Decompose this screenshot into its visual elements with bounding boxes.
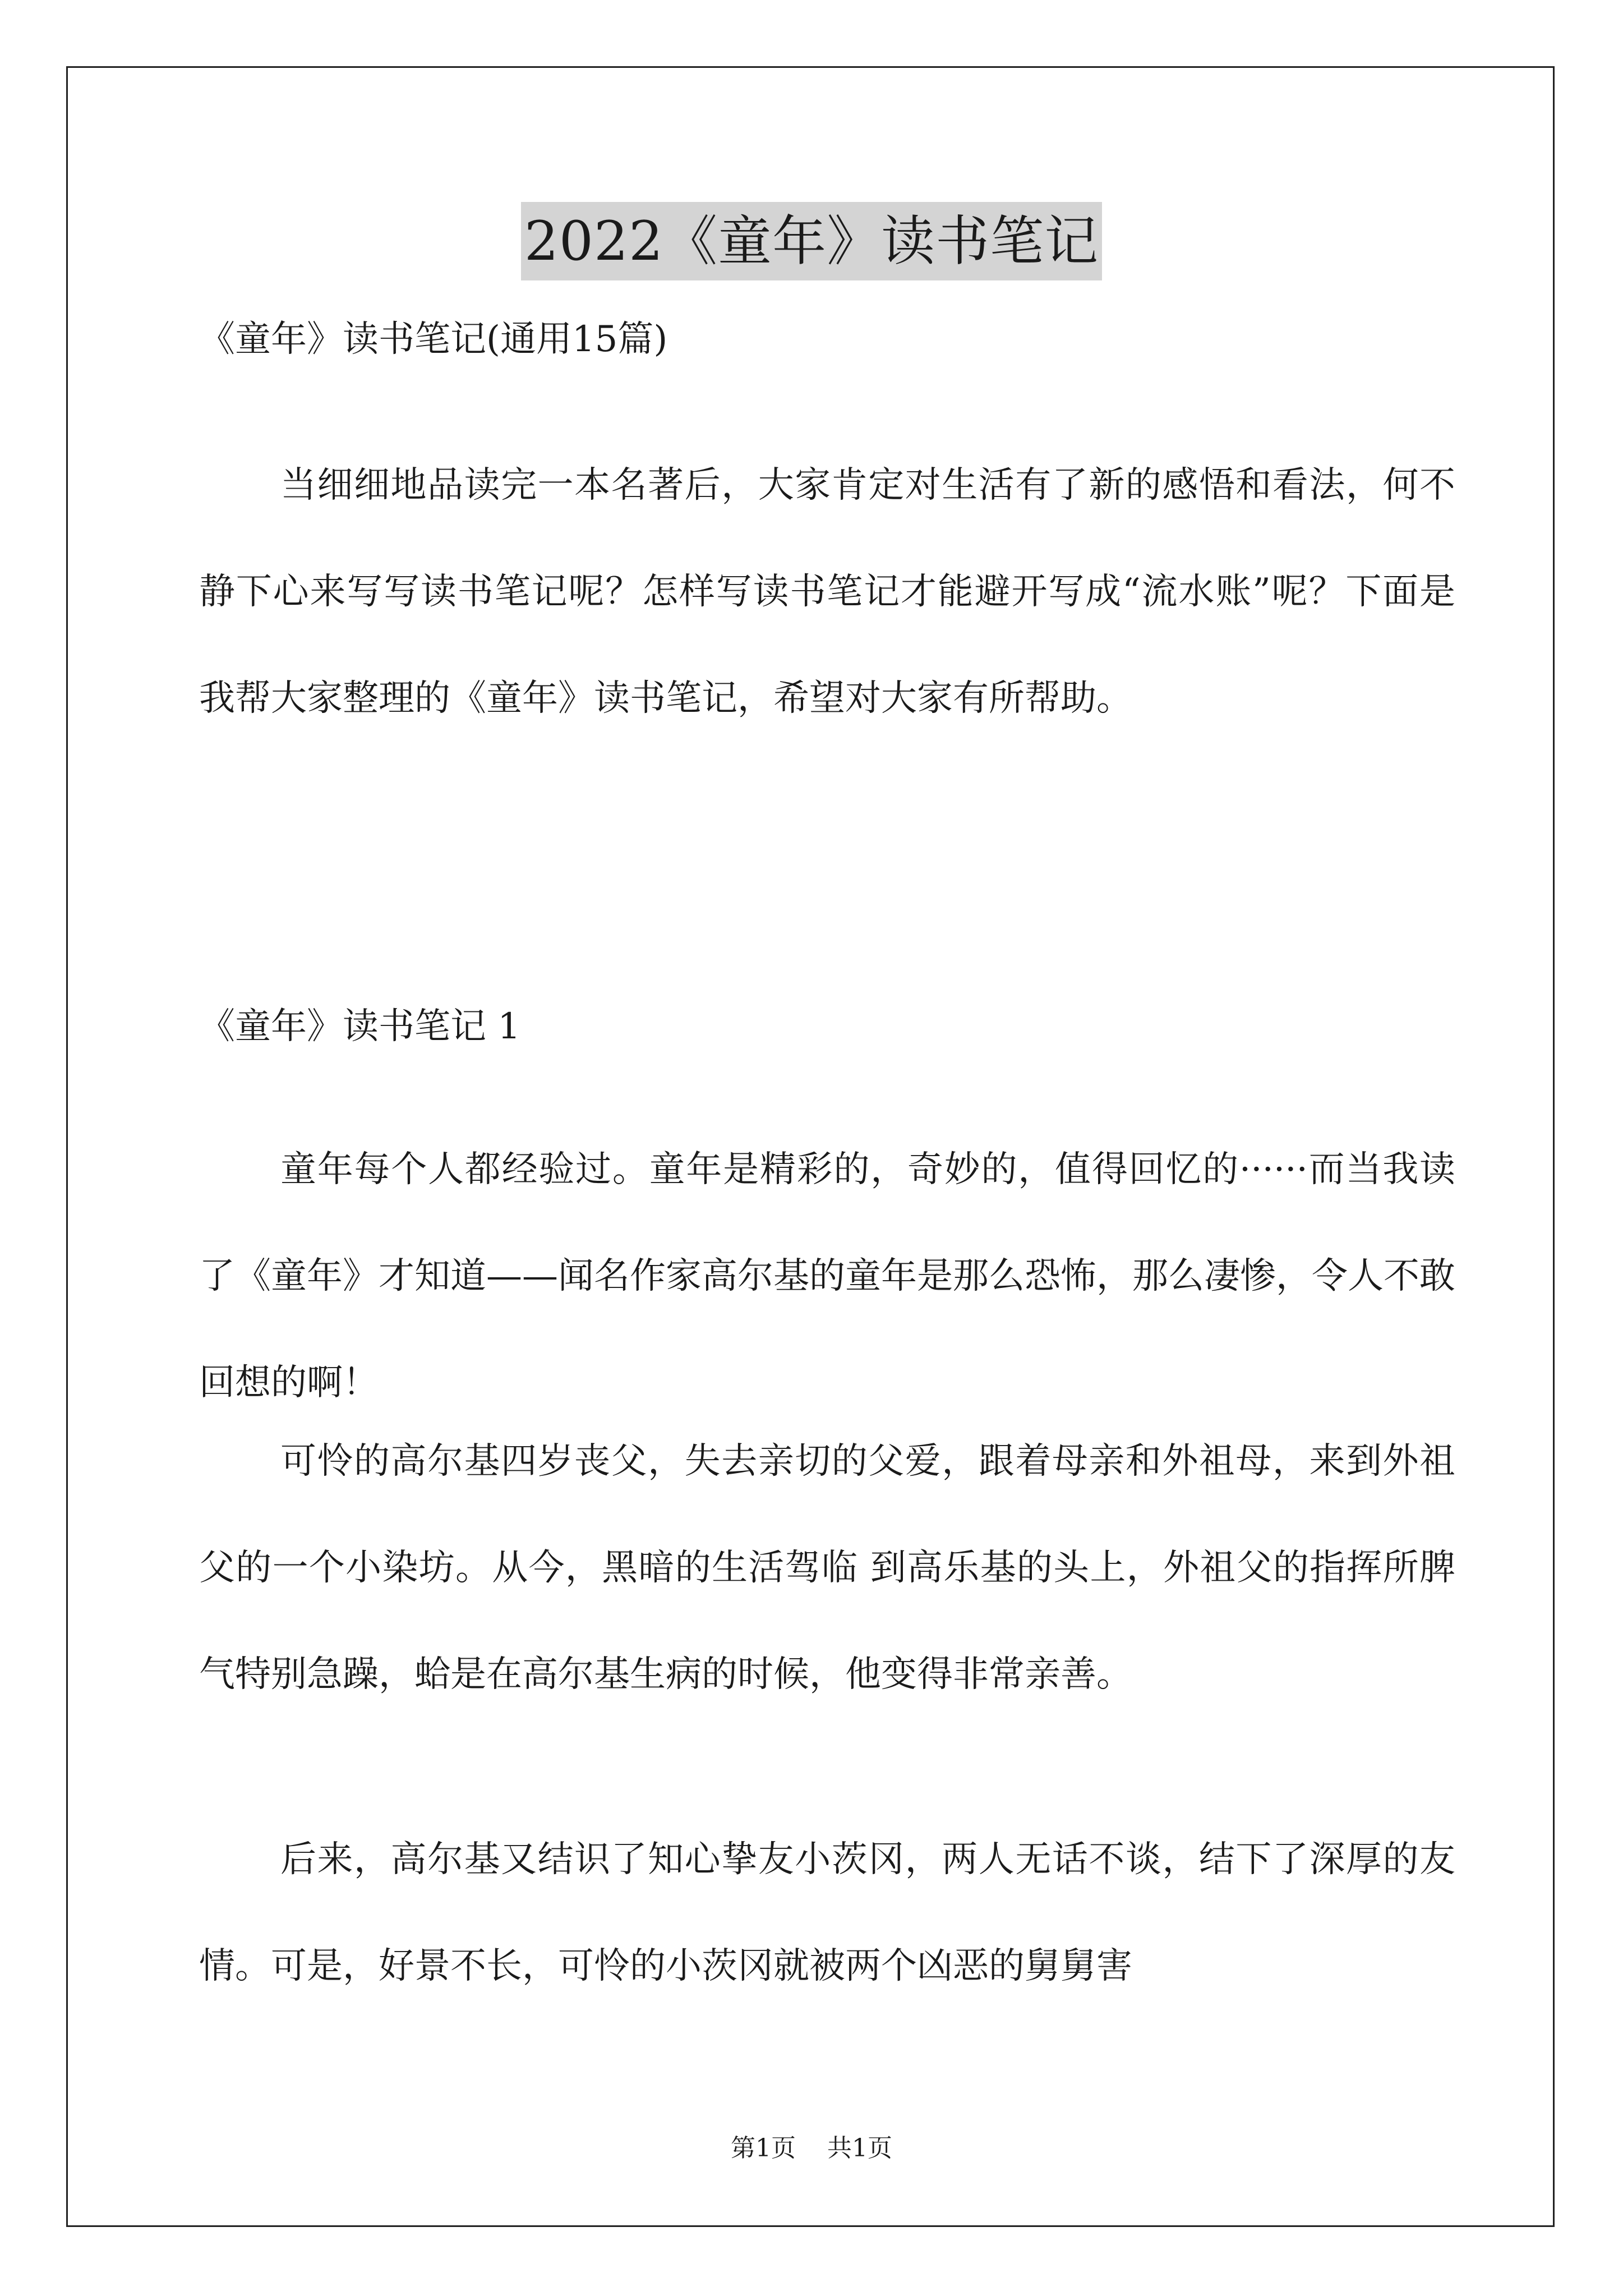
page-number: 第1页 <box>731 2134 796 2162</box>
body-paragraph: 童年每个人都经验过。童年是精彩的，奇妙的，值得回忆的······而当我读了《童年》才知道——闻名作家高尔基的童年是那么恐怖，那么凄惨，令人不敢回想的啊！ <box>199 1149 1455 1404</box>
document-subtitle: 《童年》读书笔记(通用15篇) <box>199 319 668 360</box>
document-title: 2022《童年》读书笔记 <box>521 202 1102 280</box>
body-paragraph-1-block <box>199 1116 1455 1436</box>
total-pages: 共1页 <box>827 2134 892 2162</box>
body-paragraph-3-block <box>199 1806 1455 2019</box>
section-heading-block <box>199 1004 1455 1049</box>
section-heading: 《童年》读书笔记 1 <box>199 1006 521 1047</box>
page-footer <box>0 2132 1623 2165</box>
body-paragraph: 可怜的高尔基四岁丧父，失去亲切的父爱，跟着母亲和外祖母，来到外祖父的一个小染坊。从今，黑暗的生活驾临 到高乐基的头上，外祖父的指挥所脾气特别急躁，蛤是在高尔基生病的时候，他变得非常亲善。 <box>199 1441 1455 1695</box>
subtitle-block <box>199 317 1455 362</box>
intro-block <box>199 432 1455 752</box>
body-paragraph: 后来，高尔基又结识了知心挚友小茨冈，两人无话不谈，结下了深厚的友情。可是，好景不长，可怜的小茨冈就被两个凶恶的舅舅害 <box>199 1839 1455 1987</box>
title-container <box>0 202 1623 280</box>
body-paragraph-2-block <box>199 1408 1455 1728</box>
intro-paragraph: 当细细地品读完一本名著后，大家肯定对生活有了新的感悟和看法，何不静下心来写写读书笔记呢？怎样写读书笔记才能避开写成“流水账”呢？下面是我帮大家整理的《童年》读书笔记，希望对大家有所帮助。 <box>199 464 1455 719</box>
